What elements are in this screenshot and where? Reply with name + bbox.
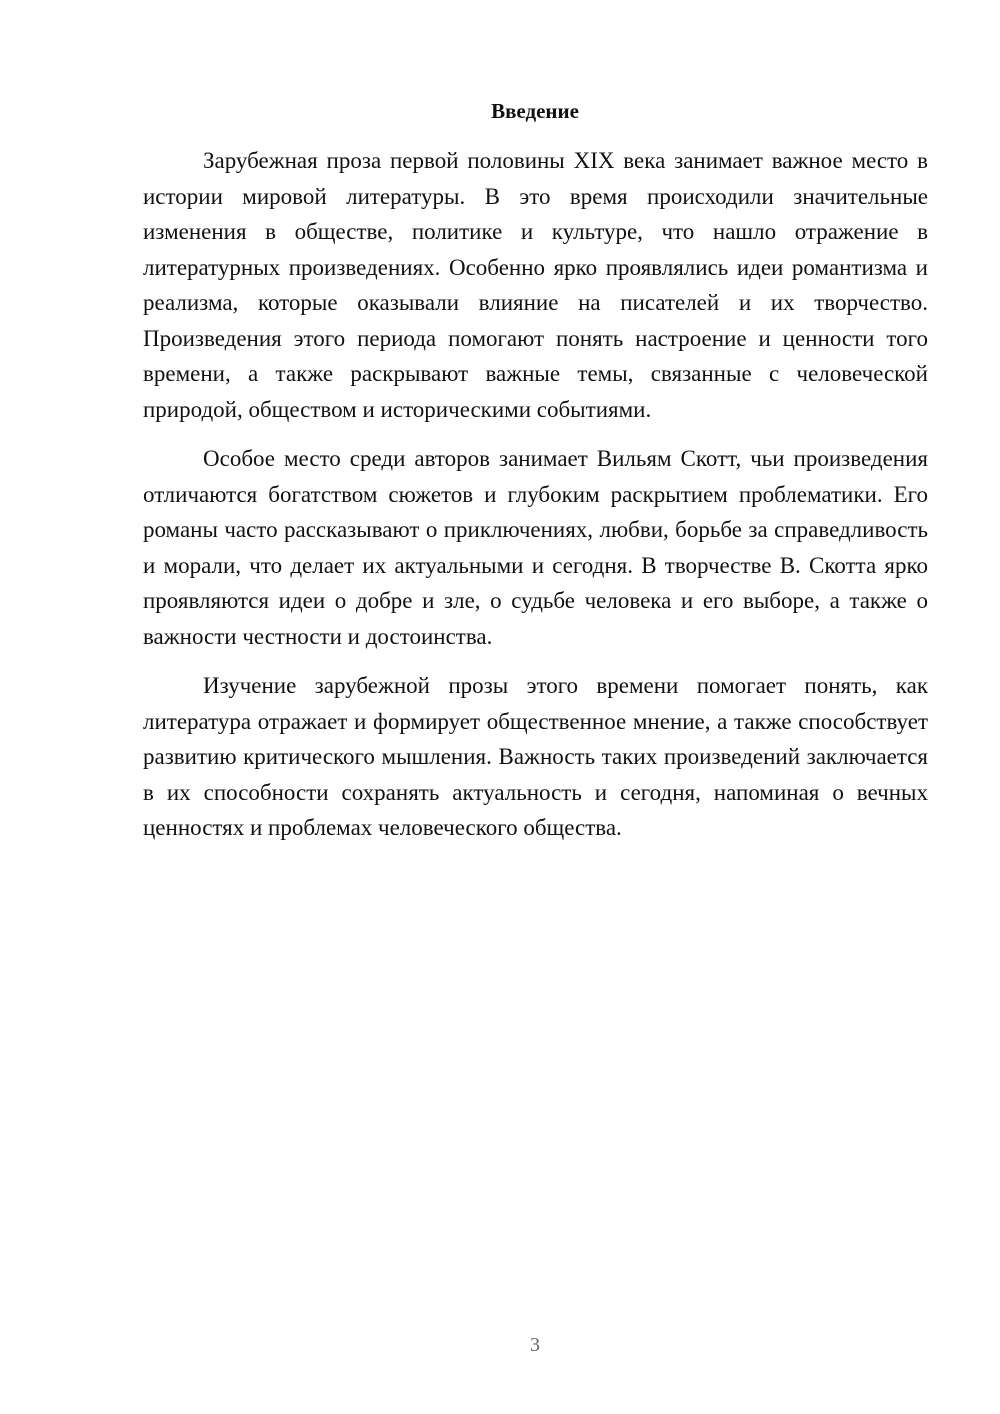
- paragraph-3: Изучение зарубежной прозы этого времени помогает понять, как литература отражает и формирует общественное мнение, а также способствует развитию критического мышления. Важность таких произведений заключается в их способности сохранять актуальность и сегодня, напоминая о вечных ценностях и проблемах человеческого общества.: [143, 673, 928, 840]
- page-number: 3: [530, 1334, 540, 1356]
- paragraph-1: Зарубежная проза первой половины XIX века занимает важное место в истории мировой литературы. В это время происходили значительные изменения в обществе, политике и культуре, что нашло отражение в литературных произведениях. Особенно ярко проявлялись идеи романтизма и реализма, которые оказывали влияние на писателей и их творчество. Произведения этого периода помогают понять настроение и ценности того времени, а также раскрывают важные темы, связанные с человеческой природой, обществом и историческими событиями.: [143, 148, 928, 422]
- section-title: Введение: [491, 99, 579, 123]
- paragraph-2: Особое место среди авторов занимает Вильям Скотт, чьи произведения отличаются богатством сюжетов и глубоким раскрытием проблематики. Его романы часто рассказывают о приключениях, любви, борьбе за справедливость и морали, что делает их актуальными и сегодня. В творчестве В. Скотта ярко проявляются идеи о добре и зле, о судьбе человека и его выборе, а также о важности честности и достоинства.: [143, 446, 928, 649]
- document-body: [143, 143, 928, 860]
